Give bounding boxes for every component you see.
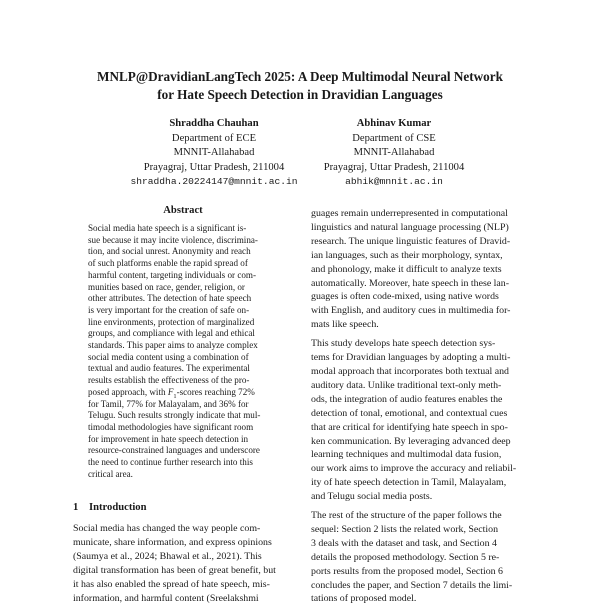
- intro-line: it has also enabled the spread of hate speech, mis-: [73, 578, 270, 590]
- abstract-line: is very important for the creation of safe on-: [88, 304, 250, 315]
- body-line: guages remain underrepresented in computational: [311, 208, 508, 219]
- abstract-line: groups, and compliance with legal and ethical: [88, 328, 255, 339]
- body-line: 3 deals with the dataset and task, and Section 4: [311, 537, 497, 549]
- body-line: our work aims to improve the accuracy and reliabil-: [311, 463, 517, 475]
- body-line: mats like speech.: [311, 319, 379, 331]
- body-line: sequel: Section 2 lists the related work, Section: [311, 523, 499, 535]
- abstract-body: [88, 223, 283, 480]
- body-line: with English, and auditory cues in multimedia for-: [311, 305, 511, 317]
- abstract-line: standards. This paper aims to analyze complex: [88, 340, 258, 351]
- abstract-line: social media content using a combination of: [88, 351, 249, 362]
- abstract-line: results establish the effectiveness of the pro-: [88, 375, 250, 386]
- body-line: details the proposed methodology. Section 5 re-: [311, 551, 500, 563]
- body-line: learning techniques and multimodal data fusion,: [311, 449, 502, 461]
- abstract-line: resource-constrained languages and underscore: [88, 445, 260, 456]
- body-line: and phonology, make it difficult to analyze texts: [311, 263, 502, 275]
- introduction-body: [73, 522, 295, 605]
- title-line: MNLP@DravidianLangTech 2025: A Deep Multimodal Neural Network: [97, 69, 503, 84]
- body-line: The rest of the structure of the paper follows the: [311, 510, 502, 522]
- intro-line: digital transformation has been of great benefit, but: [73, 564, 276, 576]
- abstract-line: harmful content, targeting individuals or com-: [88, 269, 257, 280]
- abstract-line: critical area.: [88, 468, 133, 479]
- body-line: concludes the paper, and Section 7 details the limi-: [311, 579, 513, 591]
- abstract-line: line environments, protection of marginalized: [88, 316, 255, 327]
- abstract-line: Social media hate speech is a significant is-: [88, 223, 247, 233]
- section-number: 1: [73, 502, 79, 513]
- abstract-line: posed approach, with $F_1$-scores reaching 72%: [88, 386, 255, 400]
- abstract-line: for Tamil, 77% for Malayalam, and 36% for: [88, 398, 249, 409]
- abstract-line: munities based on race, gender, religion, or: [88, 281, 245, 292]
- body-line: ken communication. By leveraging advanced deep: [311, 435, 511, 447]
- author-location: Prayagraj, Uttar Pradesh, 211004: [143, 161, 285, 173]
- author-name: Shraddha Chauhan: [169, 118, 259, 129]
- body-line: detection of tonal, emotional, and contextual cues: [311, 407, 508, 419]
- author-institution: MNNIT-Allahabad: [173, 147, 255, 159]
- section-heading-introduction: [73, 502, 293, 513]
- body-line: ports results from the proposed model, Section 6: [311, 565, 503, 577]
- author-block: [284, 117, 504, 190]
- abstract-line: for improvement in hate speech detection in: [88, 433, 249, 444]
- body-line: tations of proposed model.: [311, 593, 417, 605]
- author-institution: MNNIT-Allahabad: [353, 147, 435, 159]
- abstract-line: the need to continue further research into this: [88, 457, 253, 468]
- body-line: automatically. Moreover, hate speech in these lan-: [311, 277, 510, 289]
- abstract-line: Telugu. Such results strongly indicate that mul-: [88, 410, 261, 421]
- intro-line: information, and harmful content (Sreelakshmi: [73, 592, 259, 604]
- body-line: research. The unique linguistic features of Dravid-: [311, 235, 511, 247]
- body-line: auditory data. Unlike traditional text-only meth-: [311, 379, 502, 391]
- author-email: abhik@mnnit.ac.in: [345, 176, 443, 188]
- body-line: guages is often code-mixed, using native words: [311, 291, 499, 303]
- abstract-line: of such platforms enable the rapid spread of: [88, 258, 248, 269]
- body-line: modal approach that incorporates both textual and: [311, 365, 509, 377]
- intro-line: (Saumya et al., 2024; Bhawal et al., 2021). This: [73, 550, 262, 562]
- section-title: Introduction: [89, 502, 147, 513]
- abstract-line: sue because it may incite violence, discrimina-: [88, 234, 258, 245]
- abstract-line: timodal methodologies have significant room: [88, 421, 254, 432]
- author-department: Department of CSE: [352, 132, 436, 144]
- body-line: ian languages, such as their morphology, syntax,: [311, 249, 503, 261]
- intro-line: municate, share information, and express opinions: [73, 536, 272, 548]
- author-department: Department of ECE: [171, 132, 257, 144]
- author-name: Abhinav Kumar: [356, 118, 432, 129]
- body-line: ity of hate speech detection in Tamil, Malayalam,: [311, 477, 507, 489]
- author-email: shraddha.20224147@mnnit.ac.in: [130, 176, 298, 188]
- paper-title: [40, 68, 560, 104]
- body-line: tems for Dravidian languages by adopting a multi-: [311, 352, 511, 364]
- body-line: ods, the integration of audio features enables the: [311, 393, 503, 405]
- body-line: that are critical for identifying hate speech in spo-: [311, 421, 508, 433]
- right-column-body: [311, 207, 533, 606]
- abstract-line: other attributes. The detection of hate speech: [88, 293, 252, 304]
- intro-line: Social media has changed the way people com-: [73, 523, 261, 534]
- title-line: for Hate Speech Detection in Dravidian Languages: [157, 87, 443, 102]
- body-line: This study develops hate speech detection sys-: [311, 338, 496, 350]
- abstract-line: tion, and social unrest. Anonymity and reach: [88, 246, 251, 257]
- abstract-heading: Abstract: [163, 205, 203, 216]
- author-location: Prayagraj, Uttar Pradesh, 211004: [323, 161, 465, 173]
- body-line: and Telugu social media posts.: [311, 491, 433, 503]
- abstract-line: textual and audio features. The experimental: [88, 363, 250, 374]
- body-line: linguistics and natural language processing (NLP): [311, 221, 509, 233]
